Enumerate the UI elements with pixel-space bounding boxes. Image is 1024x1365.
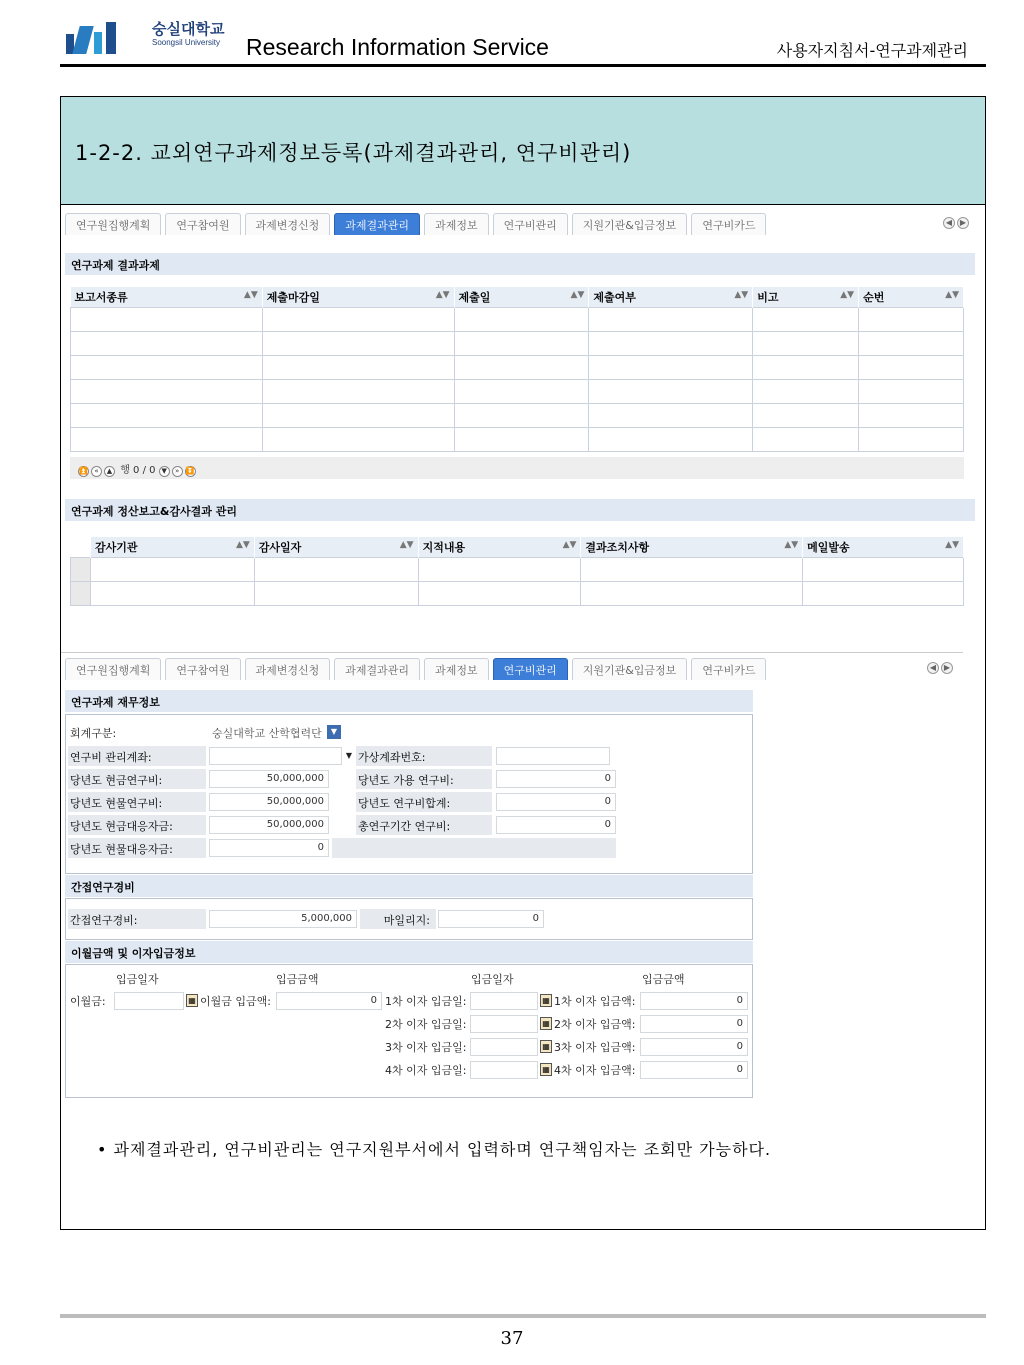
tab-fund-card[interactable]: 연구비카드 [691,213,766,235]
last-page-icon[interactable]: ⏬ [185,467,195,475]
goods-fund-field[interactable]: 50,000,000 [209,793,329,811]
mileage-label: 마일리지: [360,909,436,929]
indirect-cost-field[interactable]: 5,000,000 [209,910,357,928]
cash-match-field[interactable]: 50,000,000 [209,816,329,834]
interest-date-header: 입금일자 [471,973,514,986]
calendar-icon[interactable]: ▦ [540,1040,552,1053]
audit-grid-header [71,537,964,558]
sort-icon[interactable]: ▲▼ [945,290,959,300]
table-row[interactable] [71,428,964,452]
indirect-cost-label: 간접연구경비: [68,909,206,929]
column-header[interactable] [753,287,859,308]
account-type-value: 숭실대학교 산학협력단 [212,727,322,740]
carry-date-field[interactable] [114,992,184,1010]
sort-icon[interactable]: ▲▼ [235,540,250,550]
prev-block-icon[interactable]: « [91,466,102,477]
tab-next-icon[interactable]: ▶ [941,662,953,674]
column-header[interactable] [90,537,254,558]
column-label: 순번 [863,291,885,304]
logo-korean-name: 숭실대학교 [152,20,225,38]
column-label: 지적내용 [422,541,466,554]
panel-divider [61,652,963,653]
tab-prev-icon[interactable]: ◀ [927,662,939,674]
table-row[interactable] [71,380,964,404]
fund-total-label: 당년도 연구비합계: [356,792,492,812]
footer-divider [60,1314,986,1318]
cash-match-label: 당년도 현금대응자금: [68,815,206,835]
tab-agency-deposit[interactable]: 지원기관&입금정보 [572,658,688,680]
mileage-field[interactable]: 0 [438,910,544,928]
sort-icon[interactable]: ▲▼ [570,290,585,300]
university-logo [66,22,136,54]
page-header [60,14,986,70]
result-section-header: 연구과제 결과과제 [65,253,975,275]
tab-fund-card[interactable]: 연구비카드 [691,658,766,680]
tab-next-icon[interactable]: ▶ [957,217,969,229]
column-label: 제출여부 [593,291,636,304]
account-type-dropdown-icon[interactable]: ▼ [327,725,341,739]
interest-amount-field[interactable]: 0 [640,1015,748,1033]
tab-scroll-controls [927,662,953,674]
table-row[interactable] [71,308,964,332]
interest-amount-label: 4차 이자 입금액: [554,1064,636,1077]
carry-section-header: 이월금액 및 이자입금정보 [65,941,753,963]
carry-amount-field[interactable]: 0 [276,992,382,1010]
result-grid [70,287,964,452]
calendar-icon[interactable]: ▦ [540,994,552,1007]
column-label: 비고 [757,291,779,304]
manage-account-dropdown-icon[interactable]: ▼ [344,749,354,763]
column-label: 메일발송 [807,541,850,554]
interest-amount-label: 1차 이자 입금액: [554,995,636,1008]
sort-icon[interactable]: ▲▼ [784,540,799,550]
calendar-icon[interactable]: ▦ [540,1063,552,1076]
table-row[interactable] [71,356,964,380]
indirect-section-header: 간접연구경비 [65,875,753,897]
next-block-icon[interactable]: » [172,466,183,477]
deposit-amount-header: 입금금액 [276,973,319,986]
column-header[interactable] [262,287,454,308]
finance-section-header: 연구과제 재무정보 [65,690,753,712]
finance-form [65,714,753,874]
indirect-form [65,898,753,940]
section-title: 1-2-2. 교외연구과제정보등록(과제결과관리, 연구비관리) [75,141,632,165]
cash-fund-field[interactable]: 50,000,000 [209,770,329,788]
column-header[interactable] [589,287,753,308]
result-management-panel [61,207,975,607]
first-page-icon[interactable]: ⏫ [79,467,88,475]
column-header[interactable] [254,537,418,558]
content-frame [60,96,986,1230]
result-grid-body [71,308,964,452]
virtual-account-field[interactable] [496,747,610,765]
interest-date-label: 2차 이자 입금일: [385,1018,467,1031]
usable-fund-label: 당년도 가용 연구비: [356,769,492,789]
interest-date-label: 1차 이자 입금일: [385,995,467,1008]
deposit-date-header: 입금일자 [116,973,159,986]
header-divider [60,64,986,67]
account-type-label: 회계구분: [70,727,117,740]
page-number: 37 [500,1328,524,1349]
row-selector-header [71,537,91,558]
carry-label: 이월금: [70,995,106,1008]
cash-fund-label: 당년도 현금연구비: [68,769,206,789]
interest-date-label: 3차 이자 입금일: [385,1041,467,1054]
note-text: • 과제결과관리, 연구비관리는 연구지원부서에서 입력하며 연구책임자는 조회만 가능하다. [97,1140,772,1159]
table-row[interactable] [71,582,964,606]
interest-amount-field[interactable]: 0 [640,1038,748,1056]
logo-english-name: Soongsil University [152,38,221,47]
column-label: 보고서종류 [74,291,128,304]
calendar-icon[interactable]: ▦ [186,994,198,1007]
tab-bar [65,658,975,680]
interest-date-label: 4차 이자 입금일: [385,1064,467,1077]
interest-amount-header: 입금금액 [642,973,685,986]
period-fund-label: 총연구기간 연구비: [356,815,492,835]
column-label: 결과조치사항 [585,541,650,554]
audit-section-header: 연구과제 정산보고&감사결과 관리 [65,499,975,521]
sort-icon[interactable]: ▲▼ [435,290,450,300]
column-header[interactable] [454,287,589,308]
calendar-icon[interactable]: ▦ [540,1017,552,1030]
tab-scroll-controls [943,217,969,229]
tab-participants[interactable]: 연구참여원 [165,213,240,235]
tab-research-plan[interactable]: 연구원집행계획 [65,213,161,235]
table-row[interactable] [71,404,964,428]
tab-project-info[interactable]: 과제정보 [424,213,489,235]
goods-fund-label: 당년도 현물연구비: [68,792,206,812]
prev-page-icon[interactable]: ▲ [104,466,115,477]
interest-amount-label: 3차 이자 입금액: [554,1041,636,1054]
column-header[interactable] [71,287,263,308]
column-label: 제출마감일 [266,291,320,304]
column-header[interactable] [581,537,803,558]
virtual-account-label: 가상계좌번호: [356,746,492,766]
column-header[interactable] [859,287,964,308]
tab-change-request[interactable]: 과제변경신청 [245,213,331,235]
sort-icon[interactable]: ▲▼ [243,290,258,300]
manage-account-select[interactable] [209,747,342,765]
tab-result-management[interactable]: 과제결과관리 [334,213,420,235]
next-page-icon[interactable]: ▼ [159,466,170,477]
interest-date-field[interactable] [470,1038,538,1056]
interest-date-field[interactable] [470,1061,538,1079]
goods-match-field[interactable]: 0 [209,839,329,857]
interest-amount-field[interactable]: 0 [640,1061,748,1079]
audit-grid-body [71,558,964,606]
sort-icon[interactable]: ▲▼ [840,290,855,300]
sort-icon[interactable]: ▲▼ [399,540,414,550]
carry-amount-label: 이월금 입금액: [200,995,271,1008]
sort-icon[interactable]: ▲▼ [945,540,959,550]
tab-fund-management[interactable]: 연구비관리 [493,658,568,680]
empty-cell [332,838,616,858]
fund-total-field[interactable]: 0 [496,793,616,811]
sort-icon[interactable]: ▲▼ [734,290,749,300]
grid-pager [70,457,964,479]
result-grid-header [71,287,964,308]
column-header[interactable] [418,537,581,558]
interest-amount-field[interactable]: 0 [640,992,748,1010]
tab-project-info[interactable]: 과제정보 [424,658,489,680]
table-row[interactable] [71,332,964,356]
tab-agency-deposit[interactable]: 지원기관&입금정보 [572,213,688,235]
column-label: 제출일 [458,291,491,304]
period-fund-field[interactable]: 0 [496,816,616,834]
section-title-band [61,97,985,205]
sort-icon[interactable]: ▲▼ [562,540,577,550]
pager-status: 행 0 / 0 [120,465,156,476]
tab-research-plan[interactable]: 연구원집행계획 [65,658,161,680]
interest-date-field[interactable] [470,1015,538,1033]
header-title: Research Information Service [246,34,549,60]
column-label: 감사일자 [258,541,302,554]
tab-change-request[interactable]: 과제변경신청 [245,658,331,680]
tab-fund-management[interactable]: 연구비관리 [493,213,568,235]
column-label: 감사기관 [94,541,138,554]
tab-bar [65,213,975,235]
manual-name: 사용자지침서-연구과제관리 [776,41,968,60]
fund-management-panel [61,652,975,1107]
interest-amount-label: 2차 이자 입금액: [554,1018,636,1031]
carry-form [65,964,753,1098]
usable-fund-field[interactable]: 0 [496,770,616,788]
interest-date-field[interactable] [470,992,538,1010]
tab-prev-icon[interactable]: ◀ [943,217,955,229]
audit-grid [70,537,964,606]
column-header[interactable] [803,537,964,558]
manage-account-label: 연구비 관리계좌: [68,746,206,766]
tab-result-management[interactable]: 과제결과관리 [334,658,420,680]
table-row[interactable] [71,558,964,582]
tab-participants[interactable]: 연구참여원 [165,658,240,680]
goods-match-label: 당년도 현물대응자금: [68,838,206,858]
